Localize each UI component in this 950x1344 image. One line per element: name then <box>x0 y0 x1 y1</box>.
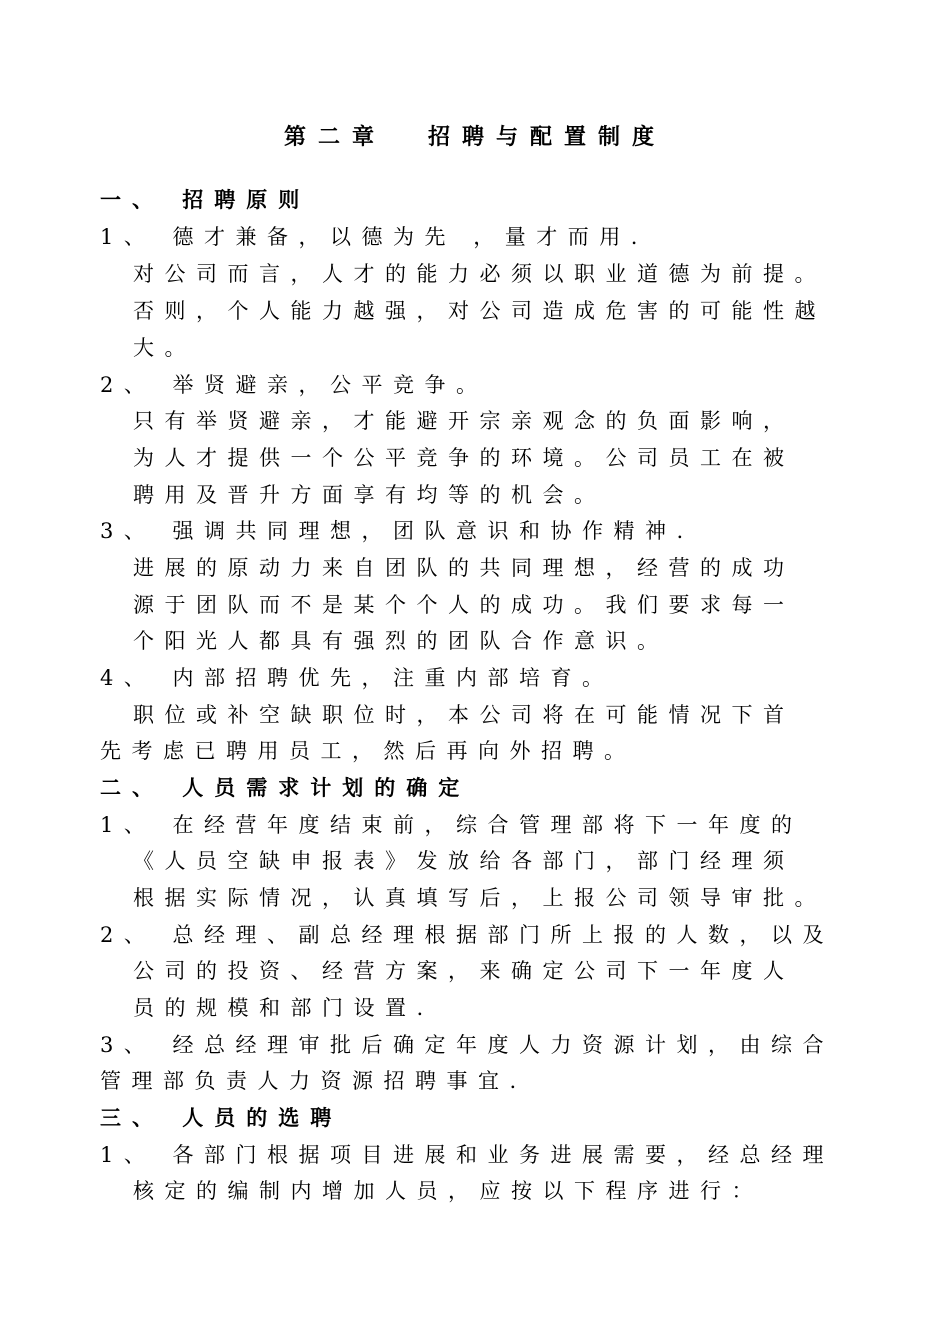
paragraph-line: 4、 内部招聘优先，注重内部培育。 <box>100 666 614 690</box>
paragraph-line: 员的规模和部门设置. <box>133 996 434 1020</box>
paragraph-line: 根据实际情况，认真填写后，上报公司领导审批。 <box>133 886 826 910</box>
paragraph-line: 《人员空缺申报表》发放给各部门，部门经理须 <box>133 849 795 873</box>
paragraph-line: 否则，个人能力越强，对公司造成危害的可能性越 <box>133 299 826 323</box>
chapter-number: 第二章 <box>283 124 386 150</box>
paragraph-line: 大。 <box>133 336 196 360</box>
paragraph-line: 公司的投资、经营方案，来确定公司下一年度人 <box>133 959 795 983</box>
paragraph-line: 1、 各部门根据项目进展和业务进展需要，经总经理 <box>100 1143 835 1167</box>
paragraph-line: 个阳光人都具有强烈的团队合作意识。 <box>133 629 669 653</box>
paragraph-line: 2、 总经理、副总经理根据部门所上报的人数，以及 <box>100 923 835 947</box>
section-heading-3: 三、 人员的选聘 <box>100 1105 343 1130</box>
paragraph-line: 对公司而言，人才的能力必须以职业道德为前提。 <box>133 262 826 286</box>
paragraph-line: 只有举贤避亲，才能避开宗亲观念的负面影响， <box>133 409 795 433</box>
paragraph-line: 1、 德才兼备，以德为先 ，量才而用. <box>100 225 648 249</box>
paragraph-line: 聘用及晋升方面享有均等的机会。 <box>133 483 606 507</box>
paragraph-line: 3、 经总经理审批后确定年度人力资源计划，由综合 <box>100 1033 835 1057</box>
paragraph-line: 职位或补空缺职位时，本公司将在可能情况下首 <box>133 703 795 727</box>
paragraph-line: 核定的编制内增加人员，应按以下程序进行： <box>133 1179 763 1203</box>
chapter-title <box>0 120 950 151</box>
section-heading-1: 一、 招聘原则 <box>100 187 311 212</box>
paragraph-line: 2、 举贤避亲，公平竞争。 <box>100 373 488 397</box>
paragraph-line: 3、 强调共同理想，团队意识和协作精神. <box>100 519 694 543</box>
section-heading-2: 二、 人员需求计划的确定 <box>100 775 471 800</box>
paragraph-line: 管理部负责人力资源招聘事宜. <box>100 1069 527 1093</box>
paragraph-line: 为人才提供一个公平竞争的环境。公司员工在被 <box>133 446 795 470</box>
paragraph-line: 先考虑已聘用员工，然后再向外招聘。 <box>100 739 636 763</box>
paragraph-line: 源于团队而不是某个个人的成功。我们要求每一 <box>133 593 795 617</box>
paragraph-line: 1、 在经营年度结束前，综合管理部将下一年度的 <box>100 813 803 837</box>
paragraph-line: 进展的原动力来自团队的共同理想，经营的成功 <box>133 556 795 580</box>
chapter-name: 招聘与配置制度 <box>428 124 667 150</box>
